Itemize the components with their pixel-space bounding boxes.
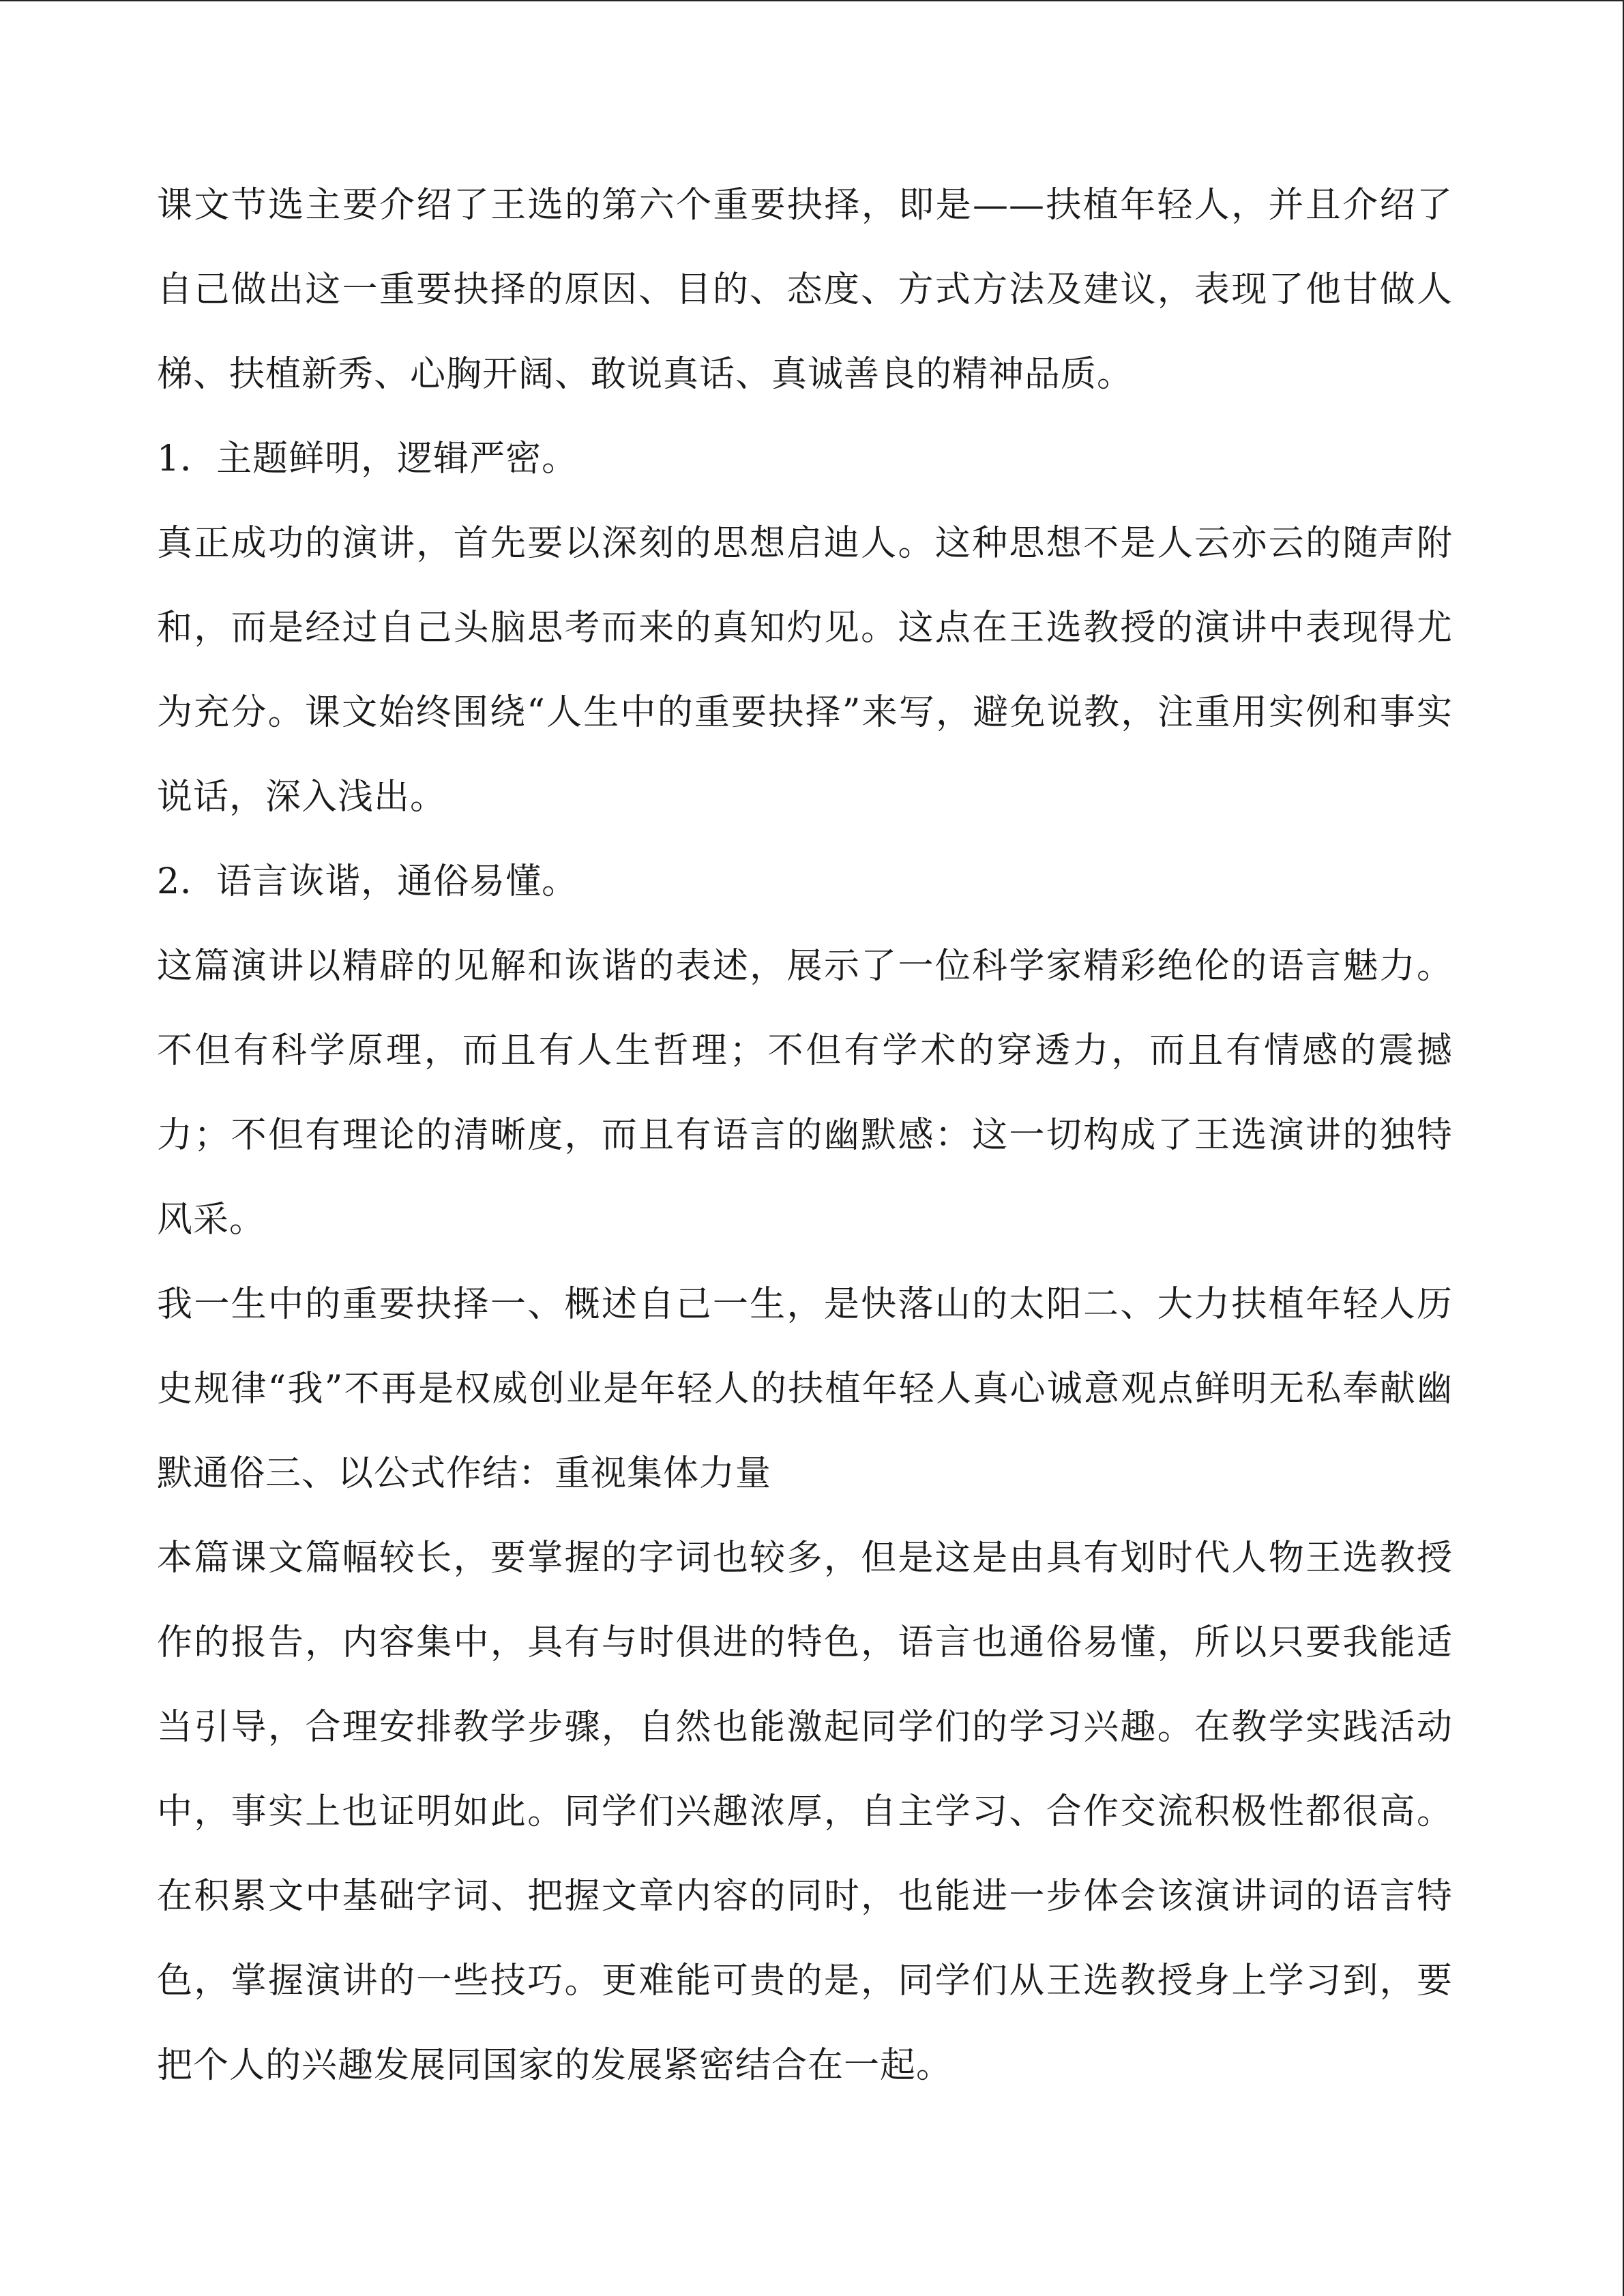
- document-body: [157, 163, 1453, 2108]
- section-heading-2: 2．语言诙谐，通俗易懂。: [157, 861, 578, 902]
- paragraph-theme: 真正成功的演讲，首先要以深刻的思想启迪人。这种思想不是人云亦云的随声附和，而是经过自己头脑思考而来的真知灼见。这点在王选教授的演讲中表现得尤为充分。课文始终围绕“人生中的重要抉择”来写，避免说教，注重用实例和事实说话，深入浅出。: [157, 523, 1453, 818]
- paragraph-summary: 课文节选主要介绍了王选的第六个重要抉择，即是——扶植年轻人，并且介绍了自己做出这一重要抉择的原因、目的、态度、方式方法及建议，表现了他甘做人梯、扶植新秀、心胸开阔、敢说真话、真诚善良的精神品质。: [157, 185, 1453, 395]
- paragraph-outline: 我一生中的重要抉择一、概述自己一生，是快落山的太阳二、大力扶植年轻人历史规律“我”不再是权威创业是年轻人的扶植年轻人真心诚意观点鲜明无私奉献幽默通俗三、以公式作结：重视集体力量: [157, 1284, 1453, 1494]
- paragraph-reflection: 本篇课文篇幅较长，要掌握的字词也较多，但是这是由具有划时代人物王选教授作的报告，内容集中，具有与时俱进的特色，语言也通俗易懂，所以只要我能适当引导，合理安排教学步骤，自然也能激起同学们的学习兴趣。在教学实践活动中，事实上也证明如此。同学们兴趣浓厚，自主学习、合作交流积极性都很高。在积累文中基础字词、把握文章内容的同时，也能进一步体会该演讲词的语言特色，掌握演讲的一些技巧。更难能可贵的是，同学们从王选教授身上学习到，要把个人的兴趣发展同国家的发展紧密结合在一起。: [157, 1538, 1453, 2086]
- section-heading-1: 1．主题鲜明，逻辑严密。: [157, 438, 578, 479]
- paragraph-language: 这篇演讲以精辟的见解和诙谐的表述，展示了一位科学家精彩绝伦的语言魅力。不但有科学原理，而且有人生哲理；不但有学术的穿透力，而且有情感的震撼力；不但有理论的清晰度，而且有语言的幽默感：这一切构成了王选演讲的独特风采。: [157, 946, 1453, 1240]
